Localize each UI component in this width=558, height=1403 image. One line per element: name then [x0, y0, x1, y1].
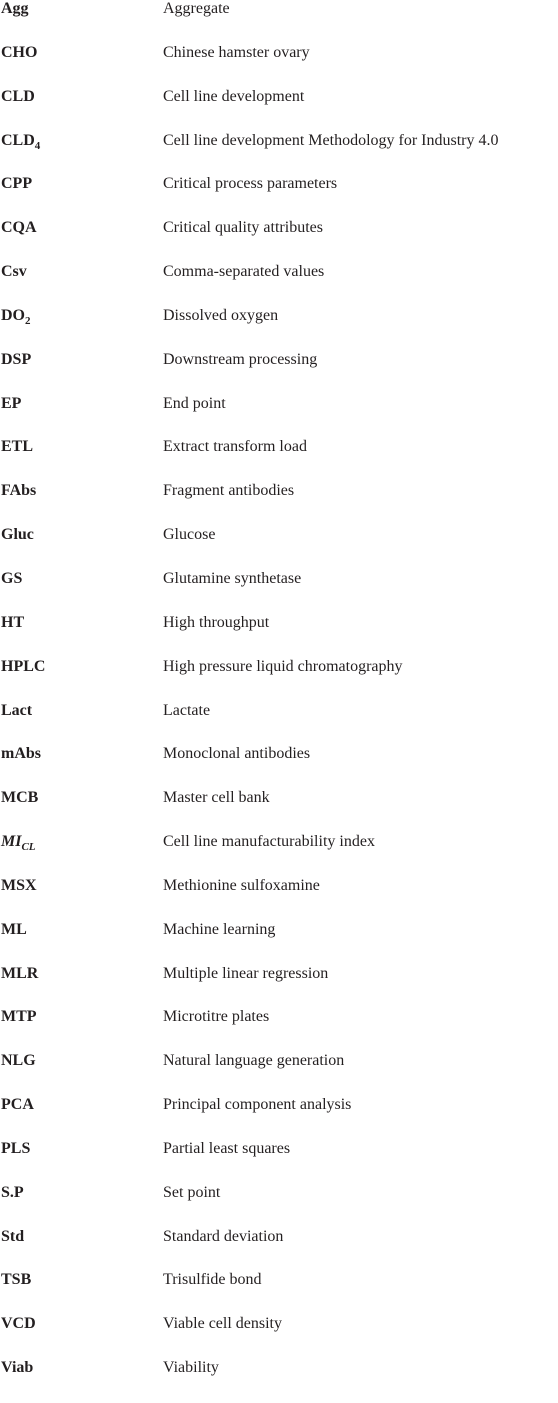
abbreviation-term [1, 570, 22, 588]
abbreviation-term [1, 0, 29, 18]
abbreviation-term [1, 833, 36, 852]
abbreviation-row [0, 219, 558, 263]
abbreviation-term [1, 1008, 37, 1026]
abbreviation-term-text: DO [1, 306, 25, 324]
abbreviation-row [0, 1315, 558, 1359]
abbreviation-term [1, 175, 32, 193]
abbreviation-term [1, 614, 24, 632]
abbreviation-definition: Multiple linear regression [163, 964, 329, 982]
abbreviation-term-text: NLG [1, 1052, 36, 1070]
abbreviation-term [1, 395, 21, 413]
abbreviation-definition: Comma-separated values [163, 263, 325, 281]
abbreviation-term-text: PCA [1, 1096, 34, 1114]
abbreviation-definition: Fragment antibodies [163, 482, 295, 500]
abbreviation-definition: Chinese hamster ovary [163, 43, 310, 61]
abbreviation-term-text: Gluc [1, 526, 34, 544]
abbreviation-term [1, 921, 27, 939]
abbreviation-definition: Cell line manufacturability index [163, 833, 375, 851]
abbreviation-definition: Glucose [163, 526, 216, 544]
abbreviation-term-text: HPLC [1, 657, 46, 675]
abbreviation-term [1, 1271, 31, 1289]
abbreviation-term-text: DSP [1, 350, 32, 368]
abbreviation-term [1, 745, 41, 763]
abbreviation-definition: Downstream processing [163, 350, 318, 368]
abbreviation-row [0, 745, 558, 789]
abbreviation-term [1, 965, 38, 983]
abbreviation-row [0, 263, 558, 307]
abbreviation-definition: Critical quality attributes [163, 219, 323, 237]
abbreviation-definition: Standard deviation [163, 1227, 284, 1245]
abbreviation-term-text: CPP [1, 175, 33, 193]
abbreviation-term-text: VCD [1, 1315, 36, 1333]
abbreviation-term-text: HT [1, 613, 25, 631]
abbreviation-row [0, 789, 558, 833]
abbreviation-definition: Machine learning [163, 920, 276, 938]
abbreviation-term [1, 1140, 30, 1158]
abbreviation-row [0, 702, 558, 746]
abbreviation-definition: Natural language generation [163, 1052, 345, 1070]
abbreviation-term [1, 1359, 33, 1377]
abbreviation-term [1, 789, 38, 807]
abbreviation-row [0, 965, 558, 1009]
abbreviation-definition: Dissolved oxygen [163, 306, 279, 324]
abbreviation-row [0, 438, 558, 482]
abbreviation-term-text: CQA [1, 219, 37, 237]
abbreviation-term [1, 526, 34, 544]
abbreviation-term-text: Std [1, 1227, 25, 1245]
abbreviation-term-subscript: 2 [25, 314, 31, 327]
abbreviation-row [0, 1052, 558, 1096]
abbreviation-definition: Critical process parameters [163, 175, 338, 193]
abbreviation-definition: Aggregate [163, 0, 230, 17]
abbreviation-row [0, 0, 558, 44]
abbreviation-definition: High throughput [163, 613, 270, 631]
abbreviation-definition: Extract transform load [163, 438, 307, 456]
abbreviation-definition: Microtitre plates [163, 1008, 270, 1026]
abbreviation-definition: Viable cell density [163, 1315, 282, 1333]
abbreviation-term-text: MI [1, 833, 22, 851]
abbreviation-row [0, 307, 558, 351]
abbreviation-definition: Master cell bank [163, 789, 270, 807]
abbreviation-row [0, 1140, 558, 1184]
abbreviation-term [1, 1184, 24, 1202]
abbreviation-term [1, 1315, 36, 1333]
abbreviation-term-text: MLR [1, 964, 39, 982]
abbreviation-term [1, 219, 37, 237]
abbreviation-term [1, 1228, 24, 1246]
abbreviation-definition: Cell line development Methodology for Industry 4.0 [163, 131, 499, 149]
abbreviation-term-text: CLD [1, 131, 35, 149]
abbreviation-row [0, 570, 558, 614]
abbreviation-definition: Set point [163, 1183, 221, 1201]
abbreviation-term-text: EP [1, 394, 22, 412]
abbreviation-term-text: TSB [1, 1271, 32, 1289]
abbreviation-row [0, 877, 558, 921]
abbreviation-definition: Partial least squares [163, 1139, 291, 1157]
abbreviation-term-text: Viab [1, 1359, 34, 1377]
abbreviation-term-text: GS [1, 569, 23, 587]
abbreviation-term-text: PLS [1, 1139, 31, 1157]
abbreviation-row [0, 132, 558, 176]
abbreviation-term-subscript: CL [21, 841, 36, 854]
abbreviation-term-text: Agg [1, 0, 29, 17]
abbreviation-definition: Monoclonal antibodies [163, 745, 311, 763]
abbreviation-term-text: mAbs [1, 745, 42, 763]
abbreviation-row [0, 88, 558, 132]
abbreviation-row [0, 175, 558, 219]
abbreviation-term [1, 88, 35, 106]
abbreviation-term [1, 263, 27, 281]
abbreviation-row [0, 526, 558, 570]
abbreviation-term [1, 438, 33, 456]
abbreviation-term-text: ETL [1, 438, 34, 456]
abbreviation-term [1, 44, 37, 62]
abbreviation-row [0, 614, 558, 658]
abbreviation-term [1, 132, 40, 151]
abbreviation-definition: Lactate [163, 701, 211, 719]
abbreviation-definition: Viability [163, 1359, 219, 1377]
abbreviation-term-text: CLD [1, 87, 35, 105]
abbreviation-definition: Principal component analysis [163, 1096, 352, 1114]
abbreviation-definition: Glutamine synthetase [163, 569, 302, 587]
abbreviation-row [0, 1008, 558, 1052]
abbreviation-row [0, 1184, 558, 1228]
abbreviation-term [1, 702, 32, 720]
abbreviation-row [0, 1096, 558, 1140]
abbreviation-term-text: MCB [1, 789, 39, 807]
abbreviation-row [0, 1228, 558, 1272]
abbreviation-term [1, 1096, 34, 1114]
abbreviation-definition: Methionine sulfoxamine [163, 876, 320, 894]
abbreviation-term-text: FAbs [1, 482, 37, 500]
abbreviation-row [0, 921, 558, 965]
abbreviation-row [0, 351, 558, 395]
abbreviation-definition: Trisulfide bond [163, 1271, 262, 1289]
abbreviation-term [1, 482, 36, 500]
abbreviation-term [1, 1052, 36, 1070]
abbreviation-term-text: MTP [1, 1008, 37, 1026]
abbreviation-row [0, 395, 558, 439]
abbreviation-row [0, 482, 558, 526]
abbreviation-term-text: ML [1, 920, 27, 938]
abbreviation-term [1, 351, 31, 369]
abbreviation-row [0, 833, 558, 877]
abbreviation-row [0, 44, 558, 88]
abbreviation-row [0, 1359, 558, 1403]
abbreviation-row [0, 658, 558, 702]
abbreviation-term-text: S.P [1, 1183, 24, 1201]
abbreviation-term-text: MSX [1, 876, 37, 894]
abbreviation-definition: High pressure liquid chromatography [163, 657, 403, 675]
abbreviation-term [1, 658, 45, 676]
abbreviation-definition: Cell line development [163, 87, 305, 105]
abbreviation-definition: End point [163, 394, 226, 412]
abbreviation-row [0, 1271, 558, 1315]
abbreviation-term-subscript: 4 [34, 139, 41, 152]
abbreviation-term [1, 877, 37, 895]
abbreviation-term [1, 307, 31, 326]
abbreviation-term-text: Csv [1, 263, 27, 281]
abbreviation-term-text: CHO [1, 43, 38, 61]
abbreviation-term-text: Lact [1, 701, 33, 719]
